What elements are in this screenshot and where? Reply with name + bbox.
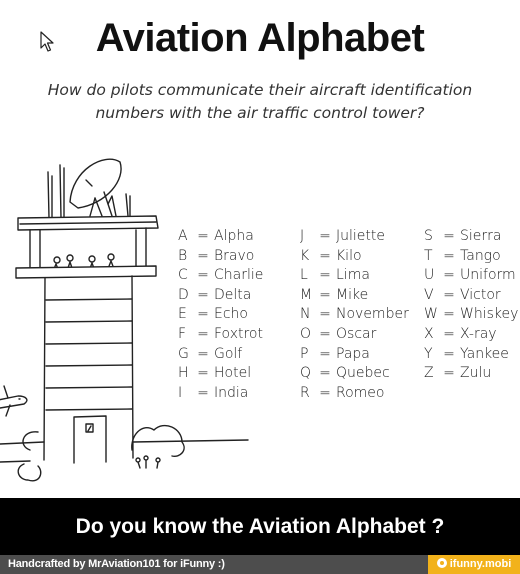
alphabet-entry: G = Golf bbox=[178, 345, 243, 362]
alphabet-entry: I = India bbox=[178, 384, 249, 401]
alphabet-entry: A = Alpha bbox=[178, 228, 254, 244]
site-link[interactable] bbox=[428, 555, 520, 574]
antenna-masts bbox=[48, 165, 64, 218]
subtitle bbox=[20, 79, 500, 125]
tower-door bbox=[74, 416, 106, 463]
page-title: Aviation Alphabet bbox=[95, 16, 425, 60]
flowers bbox=[136, 456, 160, 468]
alphabet-entry: F = Foxtrot bbox=[178, 325, 263, 342]
alphabet-entry: H = Hotel bbox=[178, 365, 252, 382]
site-label: ifunny.mobi bbox=[449, 558, 512, 570]
alphabet-column-1 bbox=[178, 227, 263, 403]
alphabet-entry: T = Tango bbox=[424, 247, 501, 264]
alphabet-entry: W = Whiskey bbox=[424, 306, 519, 323]
alphabet-entry: R = Romeo bbox=[300, 384, 385, 401]
alphabet-entry: X = X-ray bbox=[424, 325, 497, 342]
footer-bar bbox=[0, 555, 520, 574]
alphabet-entry: D = Delta bbox=[178, 286, 252, 303]
banner-text: Do you know the Aviation Alphabet ? bbox=[75, 515, 445, 538]
question-banner bbox=[0, 498, 520, 555]
alphabet-entry: O = Oscar bbox=[300, 325, 377, 342]
alphabet-entry: P = Papa bbox=[300, 345, 370, 362]
ifunny-logo-icon bbox=[437, 558, 447, 568]
alphabet-entry: M = Mike bbox=[300, 286, 369, 303]
alphabet-entry: L = Lima bbox=[300, 267, 370, 284]
subtitle-line-1: How do pilots communicate their aircraft identification bbox=[47, 81, 473, 99]
alphabet-column-2 bbox=[300, 227, 409, 403]
credit-text: Handcrafted by MrAviation101 for iFunny :) bbox=[8, 558, 225, 570]
alphabet-entry: Z = Zulu bbox=[424, 365, 492, 382]
alphabet-entry: S = Sierra bbox=[424, 228, 502, 244]
alphabet-entry: C = Charlie bbox=[178, 267, 264, 284]
alphabet-entry: E = Echo bbox=[178, 306, 248, 323]
subtitle-line-2: numbers with the air traffic control tower? bbox=[95, 104, 425, 122]
alphabet-entry: K = Kilo bbox=[300, 247, 362, 264]
alphabet-entry: J = Juliette bbox=[300, 228, 385, 244]
phonetic-alphabet-table bbox=[178, 227, 520, 407]
airplane-icon bbox=[0, 386, 27, 416]
alphabet-entry: Q = Quebec bbox=[300, 365, 390, 382]
alphabet-column-3 bbox=[424, 227, 518, 384]
alphabet-entry: V = Victor bbox=[424, 286, 501, 303]
alphabet-entry: U = Uniform bbox=[424, 267, 516, 284]
alphabet-entry: B = Bravo bbox=[178, 247, 255, 264]
alphabet-entry: N = November bbox=[300, 306, 409, 323]
radar-dish-icon bbox=[70, 159, 130, 216]
alphabet-entry: Y = Yankee bbox=[424, 345, 509, 362]
